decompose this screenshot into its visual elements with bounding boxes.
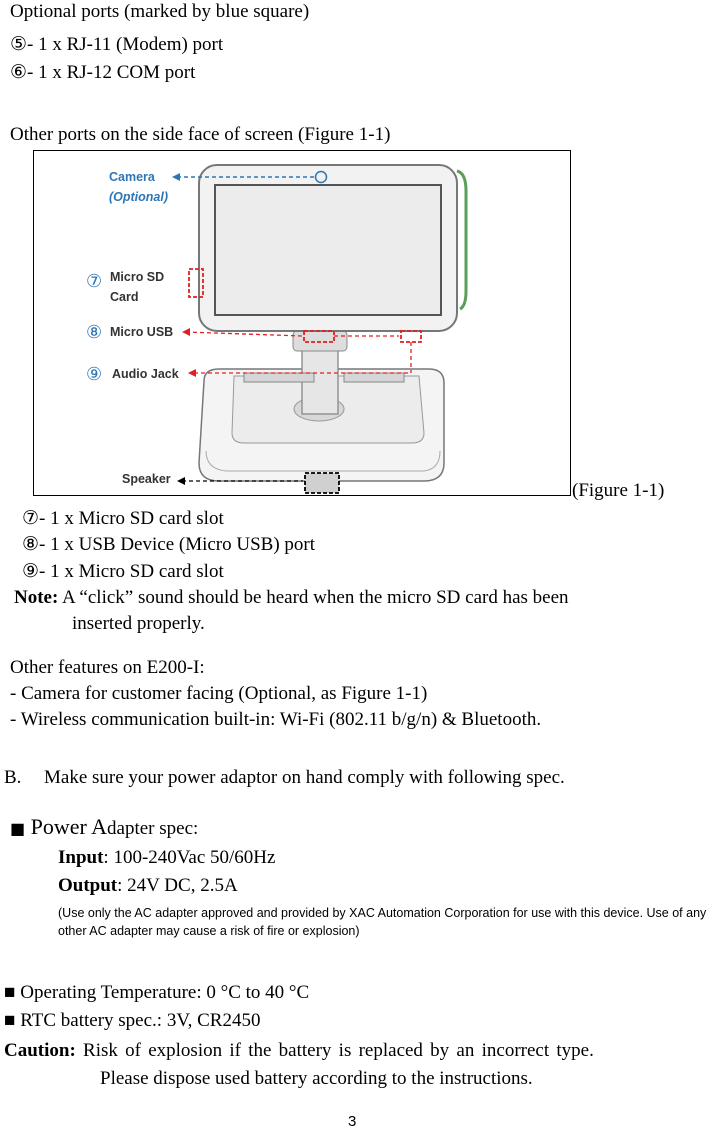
note-text: A “click” sound should be heard when the micro SD card has been (58, 587, 569, 608)
power-adapter-heading (10, 815, 198, 840)
section-b-text: Make sure your power adaptor on hand comply with following spec. (44, 767, 565, 788)
figure-label-microsd-number: ⑦ (86, 271, 103, 292)
figure-label-speaker: Speaker (122, 472, 171, 486)
port-item-microsd: ⑦- 1 x Micro SD card slot (22, 508, 224, 529)
note-continuation: inserted properly. (72, 613, 205, 634)
caution-text: Risk of explosion if the battery is replaced by an incorrect type. (75, 1040, 594, 1061)
section-b-marker: B. (4, 767, 22, 788)
output-label: Output (58, 875, 118, 896)
figure-1-1 (33, 150, 571, 496)
port-item-rj11: ⑤- 1 x RJ-11 (Modem) port (10, 34, 224, 55)
rtc-battery-spec: ■ RTC battery spec.: 3V, CR2450 (4, 1010, 261, 1031)
port-item-microusb: ⑧- 1 x USB Device (Micro USB) port (22, 534, 316, 555)
caution-label: Caution: (4, 1040, 76, 1061)
port-item-rj12: ⑥- 1 x RJ-12 COM port (10, 62, 196, 83)
caution-continuation: Please dispose used battery according to the instructions. (100, 1068, 533, 1089)
figure-label-microusb: Micro USB (110, 325, 174, 339)
figure-label-camera-optional: (Optional) (109, 190, 169, 204)
input-label: Input (58, 847, 104, 868)
bullet-square: ■ (10, 819, 26, 838)
feature-wireless: - Wireless communication built-in: Wi-Fi (802.11 b/g/n) & Bluetooth. (10, 709, 542, 730)
side-ports-heading: Other ports on the side face of screen (Figure 1-1) (10, 124, 391, 145)
note (14, 588, 569, 609)
note-label: Note: (14, 587, 59, 608)
figure-label-audio: Audio Jack (112, 367, 179, 381)
output-value: : 24V DC, 2.5A (117, 875, 238, 896)
page-number: 3 (348, 1113, 357, 1130)
figure-label-camera: Camera (109, 170, 155, 184)
operating-temperature: ■ Operating Temperature: 0 °C to 40 °C (4, 982, 310, 1003)
power-title-big: Power A (25, 814, 108, 839)
optional-ports-heading: Optional ports (marked by blue square) (10, 1, 310, 22)
device-illustration (34, 151, 572, 497)
power-input (58, 848, 275, 869)
figure-label-audio-number: ⑨ (86, 364, 103, 385)
other-features-heading: Other features on E200-I: (10, 657, 205, 678)
port-item-audio: ⑨- 1 x Micro SD card slot (22, 561, 224, 582)
figure-label-microusb-number: ⑧ (86, 322, 103, 343)
input-value: : 100-240Vac 50/60Hz (103, 847, 276, 868)
figure-label-card: Card (110, 290, 139, 304)
power-fine-print: (Use only the AC adapter approved and provided by XAC Automation Corporation for use with this device. Use of any other AC adapter may cause a risk of fire or explosion) (58, 906, 707, 938)
feature-camera: - Camera for customer facing (Optional, as Figure 1-1) (10, 683, 428, 704)
power-title-rest: dapter spec: (107, 818, 199, 839)
figure-label-microsd: Micro SD (110, 270, 165, 284)
power-output (58, 876, 238, 897)
caution (4, 1041, 594, 1062)
figure-caption: (Figure 1-1) (572, 480, 665, 501)
